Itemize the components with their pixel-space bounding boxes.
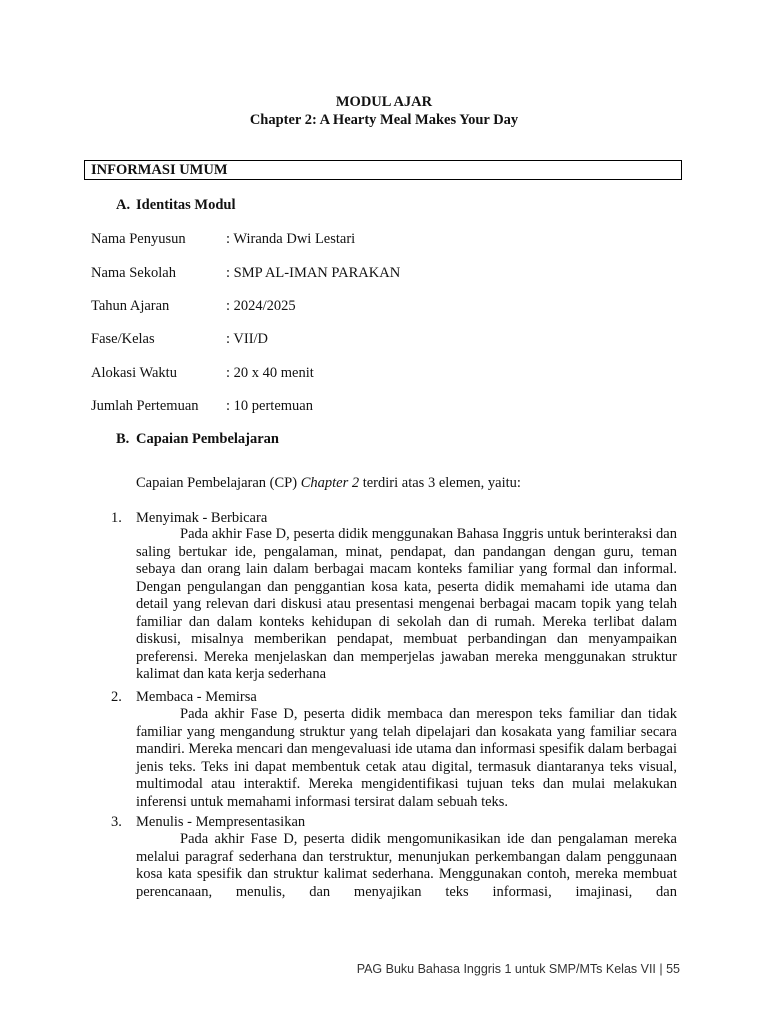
section-b-number: B. — [116, 431, 130, 447]
element-number: 1. — [111, 510, 122, 526]
element-title: Menulis - Mempresentasikan — [136, 814, 306, 830]
intro-italic: Chapter 2 — [300, 475, 360, 491]
section-a-title: Identitas Modul — [136, 197, 236, 213]
identity-label: Jumlah Pertemuan — [91, 398, 199, 414]
element-paragraph: Pada akhir Fase D, peserta didik mengomunikasikan ide dan pengalaman mereka melalui paragraf sederhana dan terstruktur, menunjukan perkembangan dalam penggunaan kosa kata spesifik dan struktur kalimat sederhana. Menggunakan contoh, mereka membuat perencanaan, menulis, dan menyajikan teks informasi, imajinasi, dan — [136, 831, 677, 900]
section-b-title: Capaian Pembelajaran — [136, 431, 279, 447]
intro-text — [136, 475, 521, 492]
element-title: Membaca - Memirsa — [136, 689, 257, 705]
identity-value: : Wiranda Dwi Lestari — [226, 231, 356, 247]
element-title: Menyimak - Berbicara — [136, 510, 268, 526]
element-number: 3. — [111, 814, 122, 830]
identity-label: Tahun Ajaran — [91, 298, 170, 314]
section-a-number: A. — [116, 197, 131, 213]
intro-after: terdiri atas 3 elemen, yaitu: — [359, 475, 521, 491]
intro-before: Capaian Pembelajaran (CP) — [136, 475, 301, 491]
identity-label: Nama Penyusun — [91, 231, 186, 247]
identity-row — [91, 265, 401, 282]
identity-row — [91, 365, 314, 382]
element-paragraph: Pada akhir Fase D, peserta didik menggunakan Bahasa Inggris untuk berinteraksi dan saling bertukar ide, pengalaman, minat, pendapat, dan pandangan dengan guru, teman sebaya dan orang lain dalam berbagai macam konteks familiar yang formal dan informal. Dengan pengulangan dan penggantian kosa kata, peserta didik memahami ide utama dan detail yang relevan dari diskusi atau presentasi mengenai berbagai macam topik yang telah familiar dan dalam konteks kehidupan di sekolah dan di rumah. Mereka terlibat dalam diskusi, misalnya memberikan pendapat, membuat perbandingan dan menyampaikan preferensi. Mereka menjelaskan dan memperjelas jawaban mereka menggunakan struktur kalimat dan kata kerja sederhana — [136, 526, 677, 682]
identity-value: : 20 x 40 menit — [226, 365, 314, 381]
identity-row — [91, 398, 313, 415]
identity-label: Fase/Kelas — [91, 331, 155, 347]
document-title: MODUL AJAR — [335, 94, 433, 110]
identity-value: : SMP AL-IMAN PARAKAN — [226, 265, 401, 281]
identity-label: Nama Sekolah — [91, 265, 176, 281]
page-footer: PAG Buku Bahasa Inggris 1 untuk SMP/MTs Kelas VII | 55 — [356, 962, 680, 976]
section-box — [84, 160, 682, 180]
identity-row — [91, 298, 296, 315]
identity-value: : 2024/2025 — [226, 298, 296, 314]
section-box-label: INFORMASI UMUM — [91, 162, 228, 178]
document-subtitle: Chapter 2: A Hearty Meal Makes Your Day — [249, 112, 519, 128]
identity-value: : 10 pertemuan — [226, 398, 313, 414]
identity-row — [91, 231, 356, 248]
identity-value: : VII/D — [226, 331, 269, 347]
identity-label: Alokasi Waktu — [91, 365, 177, 381]
identity-row — [91, 331, 269, 348]
element-paragraph: Pada akhir Fase D, peserta didik membaca dan merespon teks familiar dan tidak familiar yang mengandung struktur yang telah dipelajari dan kosakata yang familiar secara mandiri. Mereka mencari dan mengevaluasi ide utama dan informasi spesifik dalam berbagai jenis teks. Teks ini dapat membentuk cetak atau digital, termasuk diantaranya teks visual, multimodal atau interaktif. Mereka mengidentifikasi tujuan teks dan mulai melakukan inferensi untuk memahami informasi tersirat dalam sebuah teks. — [136, 706, 677, 810]
element-number: 2. — [111, 689, 122, 705]
